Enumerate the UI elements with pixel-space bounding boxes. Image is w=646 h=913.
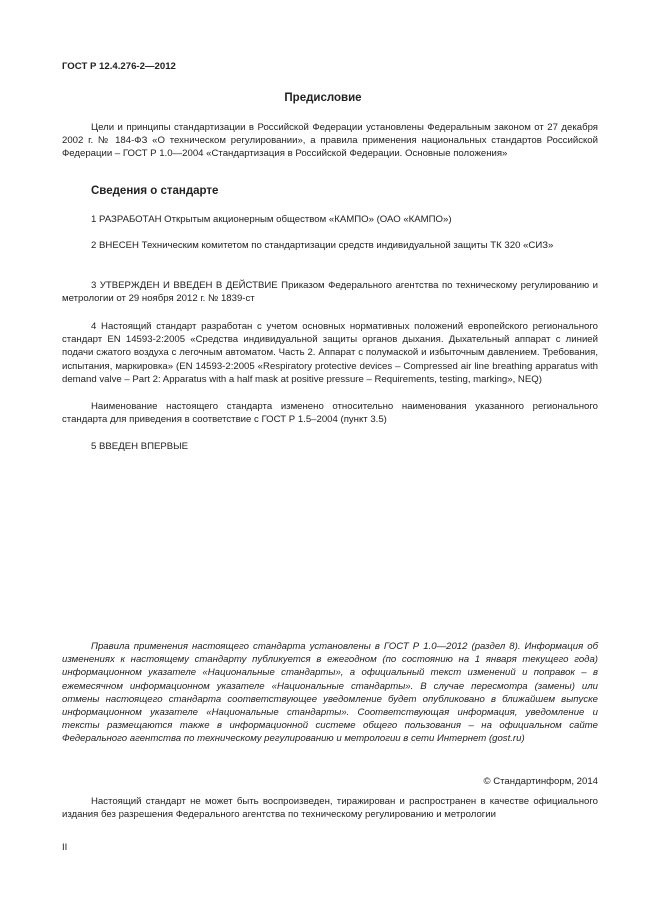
document-header: ГОСТ Р 12.4.276-2—2012 xyxy=(62,61,176,72)
page-number: II xyxy=(62,842,68,853)
item-1: 1 РАЗРАБОТАН Открытым акционерным обществом «КАМПО» (ОАО «КАМПО») xyxy=(91,214,452,225)
item-2: 2 ВНЕСЕН Техническим комитетом по стандартизации средств индивидуальной защиты ТК 320 «СИЗ» xyxy=(91,240,554,251)
intro-paragraph: Цели и принципы стандартизации в Российской Федерации установлены Федеральным законом от 27 декабря 2002 г. № 184-ФЗ «О техническом регулировании», а правила применения национальных стандартов Российской Федерации – ГОСТ Р 1.0—2004 «Стандартизация в Российской Федерации. Основные положения» xyxy=(62,122,598,160)
section-title: Сведения о стандарте xyxy=(91,185,219,197)
item-5: 5 ВВЕДЕН ВПЕРВЫЕ xyxy=(91,441,189,452)
item-4: 4 Настоящий стандарт разработан с учетом основных нормативных положений европейского регионального стандарт EN 14593-2:2005 «Средства индивидуальной защиты органов дыхания. Дыхательный аппарат с линией подачи сжатого воздуха с легочным автоматом. Часть 2. Аппарат с полумаской и избыточным давлением. Требования, испытания, маркировка» (EN 14593-2:2005 «Respiratory protective devices – Compressed air line breathing apparatus with demand valve – Part 2: Apparatus with a half mask at positive pressure – Requirements, testing, marking», NEQ) xyxy=(62,321,598,385)
page-title: Предисловие xyxy=(284,92,362,104)
reproduction-notice: Настоящий стандарт не может быть воспроизведен, тиражирован и распространен в качестве официального издания без разрешения Федерального агентства по техническому регулированию и метрологии xyxy=(62,796,598,821)
copyright: © Стандартинформ, 2014 xyxy=(483,776,598,787)
item-4-note: Наименование настоящего стандарта изменено относительно наименования указанного регионального стандарта для приведения в соответствие с ГОСТ Р 1.5–2004 (пункт 3.5) xyxy=(62,401,598,426)
notice-paragraph: Правила применения настоящего стандарта установлены в ГОСТ Р 1.0—2012 (раздел 8). Информация об изменениях к настоящему стандарту публикуется в ежегодном (по состоянию на 1 января текущего года) информационном указателе «Национальные стандарты», а официальный текст изменений и поправок – в ежемесячном информационном указателе «Национальные стандарты». В случае пересмотра (замены) или отмены настоящего стандарта соответствующее уведомление будет опубликовано в ближайшем выпуске информационном указателе «Национальные стандарты». Соответствующая информация, уведомление и тексты размещаются также в информационной системе общего пользования – на официальном сайте Федерального агентства по техническому регулированию и метрологии в сети Интернет (gost.ru) xyxy=(62,641,598,745)
item-3: 3 УТВЕРЖДЕН И ВВЕДЕН В ДЕЙСТВИЕ Приказом Федерального агентства по техническому регулированию и метрологии от 29 ноября 2012 г. № 1839-ст xyxy=(62,280,598,305)
